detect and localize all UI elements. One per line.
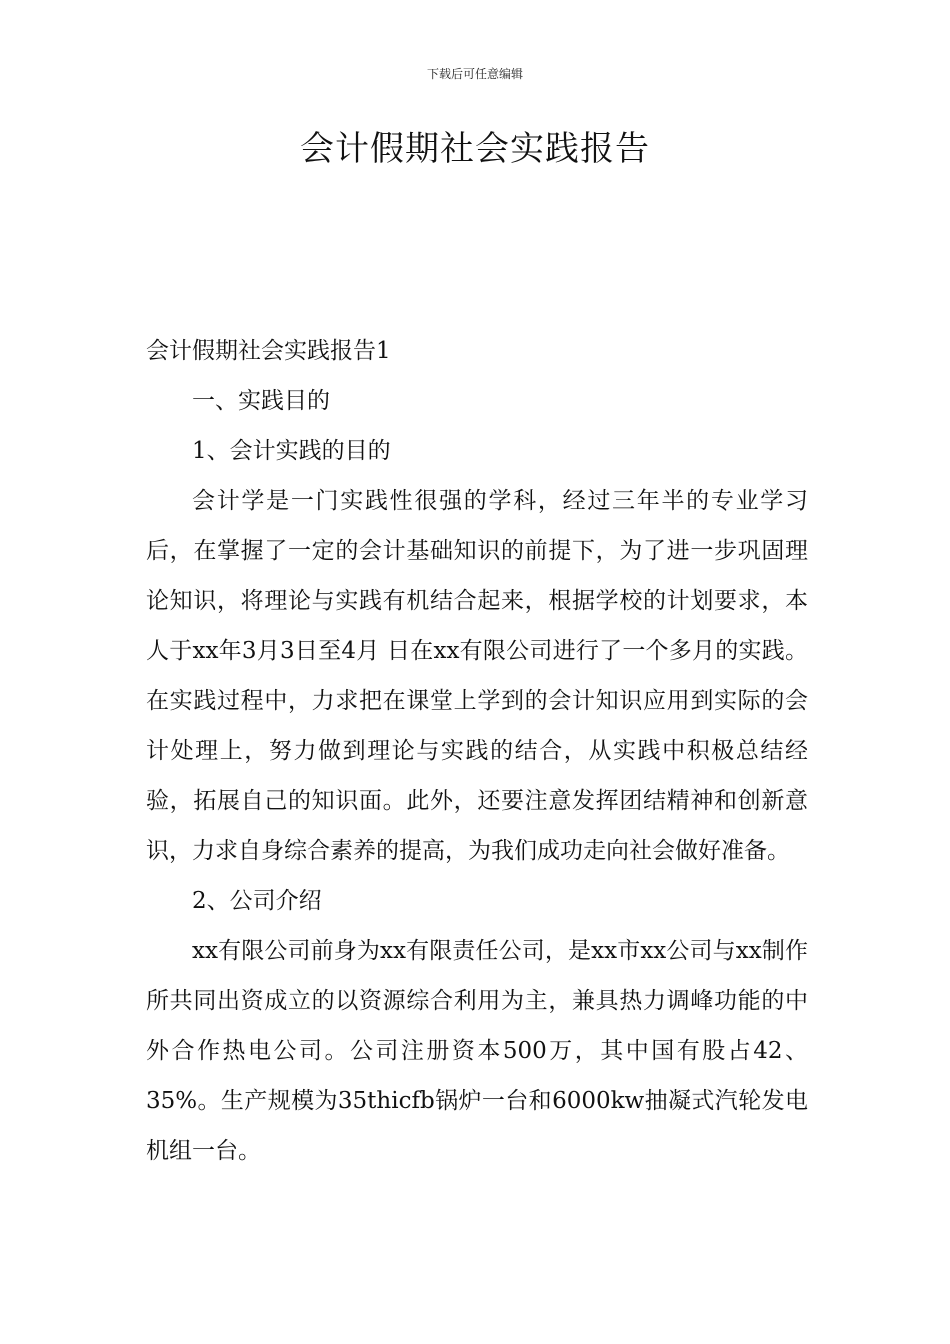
paragraph-practice-purpose: 会计学是一门实践性很强的学科，经过三年半的专业学习后，在掌握了一定的会计基础知识的前提下，为了进一步巩固理论知识，将理论与实践有机结合起来，根据学校的计划要求，本人于xx年3月3日至4月 日在xx有限公司进行了一个多月的实践。在实践过程中，力求把在课堂上学到的会计知识应用到实际的会计处理上，努力做到理论与实践的结合，从实践中积极总结经验，拓展自己的知识面。此外，还要注意发挥团结精神和创新意识，力求自身综合素养的提高，为我们成功走向社会做好准备。: [146, 488, 808, 864]
report-heading: 会计假期社会实践报告1: [146, 338, 391, 364]
section-heading-practice-purpose: 一、实践目的: [192, 388, 330, 414]
document-title: 会计假期社会实践报告: [300, 129, 650, 169]
paragraph-company-introduction: xx有限公司前身为xx有限责任公司，是xx市xx公司与xx制作所共同出资成立的以资源综合利用为主，兼具热力调峰功能的中外合作热电公司。公司注册资本500万，其中国有股占42、35%。生产规模为35thicfb锅炉一台和6000kw抽凝式汽轮发电机组一台。: [146, 938, 808, 1164]
header-note: 下载后可任意编辑: [426, 67, 523, 81]
subsection-heading-company-introduction: 2、公司介绍: [192, 888, 322, 914]
document-body: [146, 326, 808, 1176]
subsection-heading-accounting-practice-purpose: 1、会计实践的目的: [192, 438, 391, 464]
